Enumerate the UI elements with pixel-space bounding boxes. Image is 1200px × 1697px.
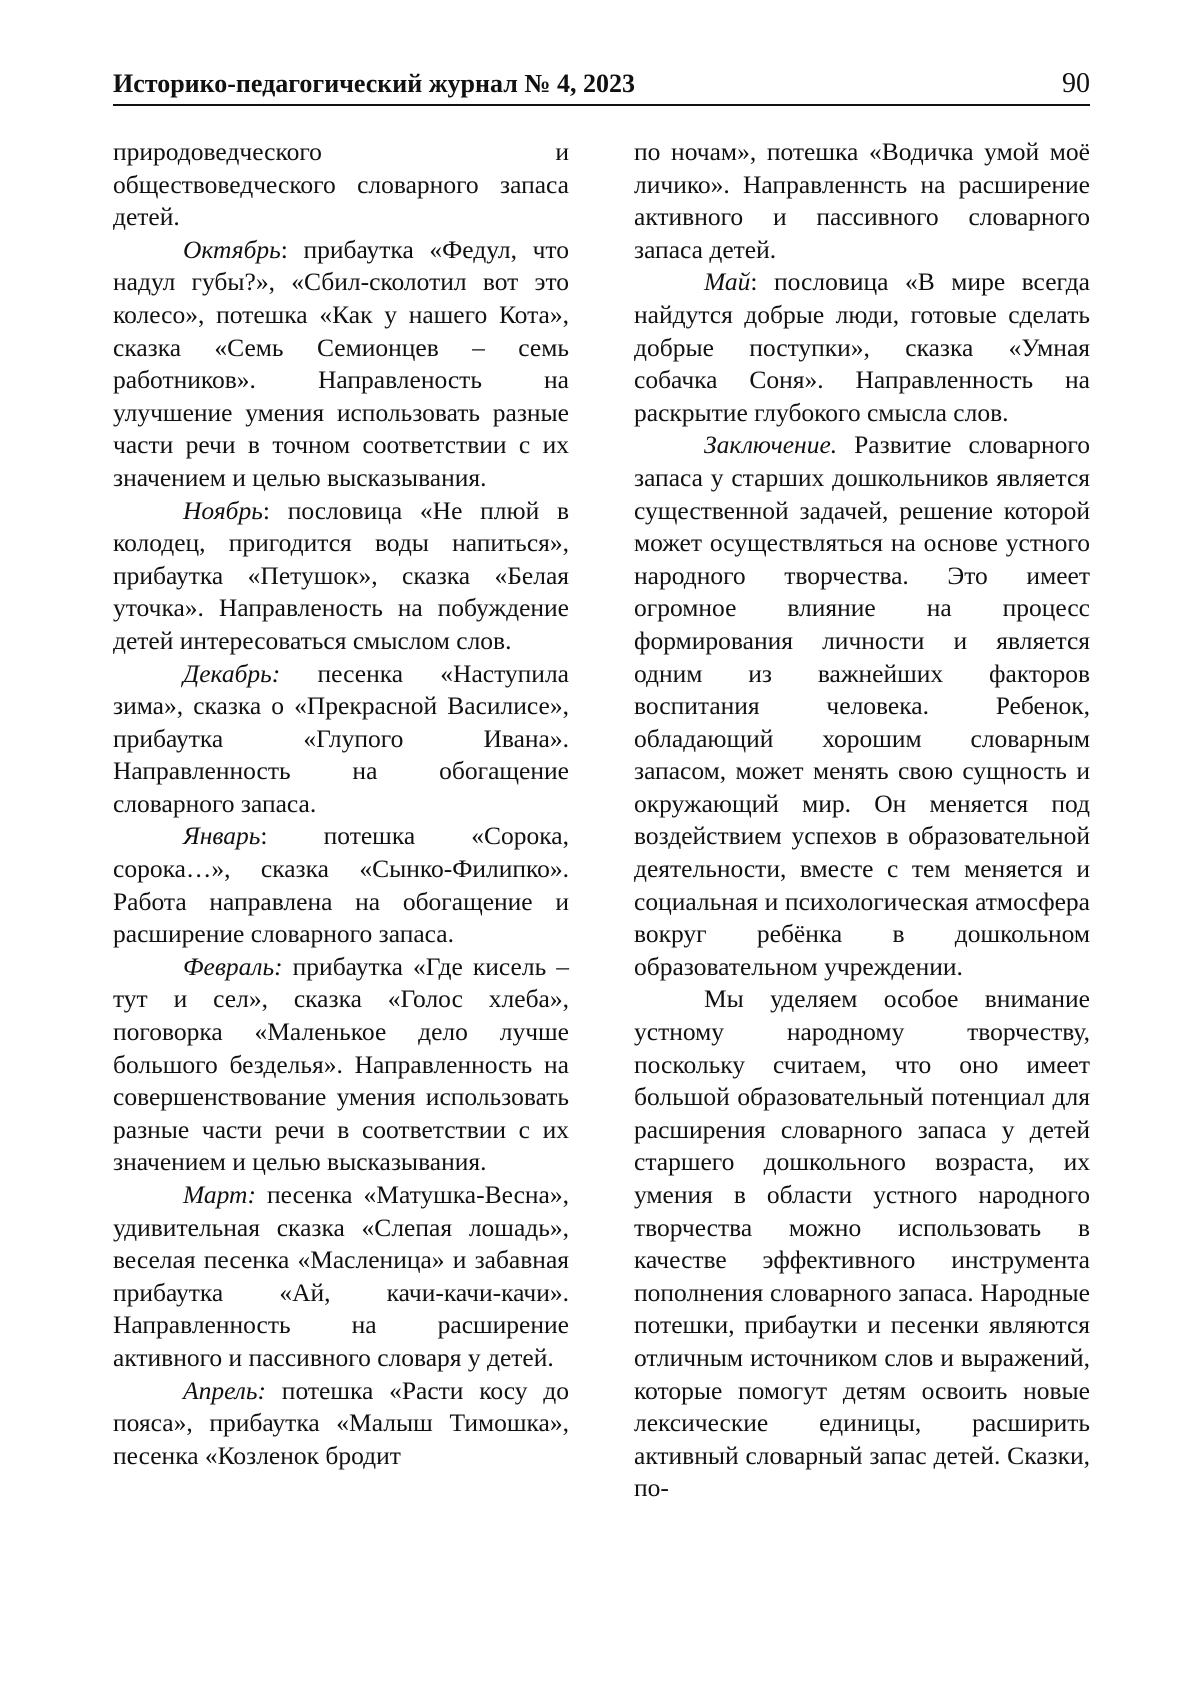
month-label: Ноябрь	[183, 495, 263, 525]
paragraph-february: Февраль: прибаутка «Где кисель – тут и сел», сказка «Голос хлеба», поговорка «Маленькое дело лучше большого безделья». Направленность на совершенствование умения использовать разные части речи в соответствии с их значением и целью высказывания.	[113, 951, 569, 1177]
left-column	[113, 136, 569, 1505]
running-header	[113, 68, 1090, 106]
paragraph-january: Январь: потешка «Сорока, сорока…», сказка «Сынко-Филипко». Работа направлена на обогащение и расширение словарного запаса.	[113, 821, 569, 949]
paragraph-conclusion: Заключение. Развитие словарного запаса у старших дошкольников является существенной задачей, решение которой может осуществляться на основе устного народного творчества. Это имеет огромное влияние на процесс формирования личности и является одним из важнейших факторов воспитания человека. Ребенок, обладающий хорошим словарным запасом, может менять свою сущность и окружающий мир. Он меняется под воздействием успехов в образовательной деятельности, вместе с тем меняется и социальная и психологическая атмосфера вокруг ребёнка в дошкольном образовательном учреждении.	[634, 430, 1090, 981]
right-column	[634, 136, 1090, 1505]
paragraph-october: Октябрь: прибаутка «Федул, что надул губы?», «Сбил-сколотил вот это колесо», потешка «Как у нашего Кота», сказка «Семь Семионцев – семь работников». Направленость на улучшение умения использовать разные части речи в точном соответствии с их значением и целью высказывания.	[113, 234, 569, 492]
month-label: Апрель:	[183, 1375, 266, 1405]
month-label: Март:	[183, 1180, 256, 1209]
paragraph-december: Декабрь: песенка «Наступила зима», сказка о «Прекрасной Василисе», прибаутка «Глупого Ивана». Направленность на обогащение словарного запаса.	[113, 658, 569, 818]
journal-page	[113, 68, 1090, 1505]
section-label: Заключение.	[704, 430, 838, 460]
paragraph-may: Май: пословица «В мире всегда найдутся добрые люди, готовые сделать добрые поступки», сказка «Умная собачка Соня». Направленность на раскрытие глубокого смысла слов.	[634, 267, 1090, 427]
month-label: Январь	[183, 821, 261, 851]
paragraph: по ночам», потешка «Водичка умой моё личико». Направленнсть на расширение активного и пассивного словарного запаса детей.	[634, 137, 1090, 264]
page-number: 90	[1062, 68, 1090, 99]
journal-title: Историко-педагогический журнал № 4, 2023	[113, 69, 635, 98]
month-label: Май	[704, 267, 751, 297]
two-column-body	[113, 136, 1090, 1505]
paragraph-march: Март: песенка «Матушка-Весна», удивительная сказка «Слепая лошадь», веселая песенка «Масленица» и забавная прибаутка «Ай, качи-качи-качи». Направленность на расширение активного и пассивного словаря у детей.	[113, 1180, 569, 1372]
paragraph-november: Ноябрь: пословица «Не плюй в колодец, пригодится воды напиться», прибаутка «Петушок», сказка «Белая уточка». Направленость на побуждение детей интересоваться смыслом слов.	[113, 495, 569, 655]
month-label: Декабрь:	[183, 658, 281, 688]
month-label: Февраль:	[183, 951, 283, 981]
paragraph-april: Апрель: потешка «Расти косу до пояса», прибаутка «Малыш Тимошка», песенка «Козленок бродит	[113, 1375, 569, 1470]
paragraph: природоведческого и обществоведческого словарного запаса детей.	[113, 137, 569, 232]
month-label: Октябрь	[183, 234, 281, 264]
paragraph: Мы уделяем особое внимание устному народному творчеству, поскольку считаем, что оно имеет большой образовательный потенциал для расширения словарного запаса у детей старшего дошкольного возраста, их умения в области устного народного творчества можно использовать в качестве эффективного инструмента пополнения словарного запаса. Народные потешки, прибаутки и песенки являются отличным источником слов и выражений, которые помогут детям освоить новые лексические единицы, расширить активный словарный запас детей. Сказки, по-	[634, 984, 1090, 1503]
